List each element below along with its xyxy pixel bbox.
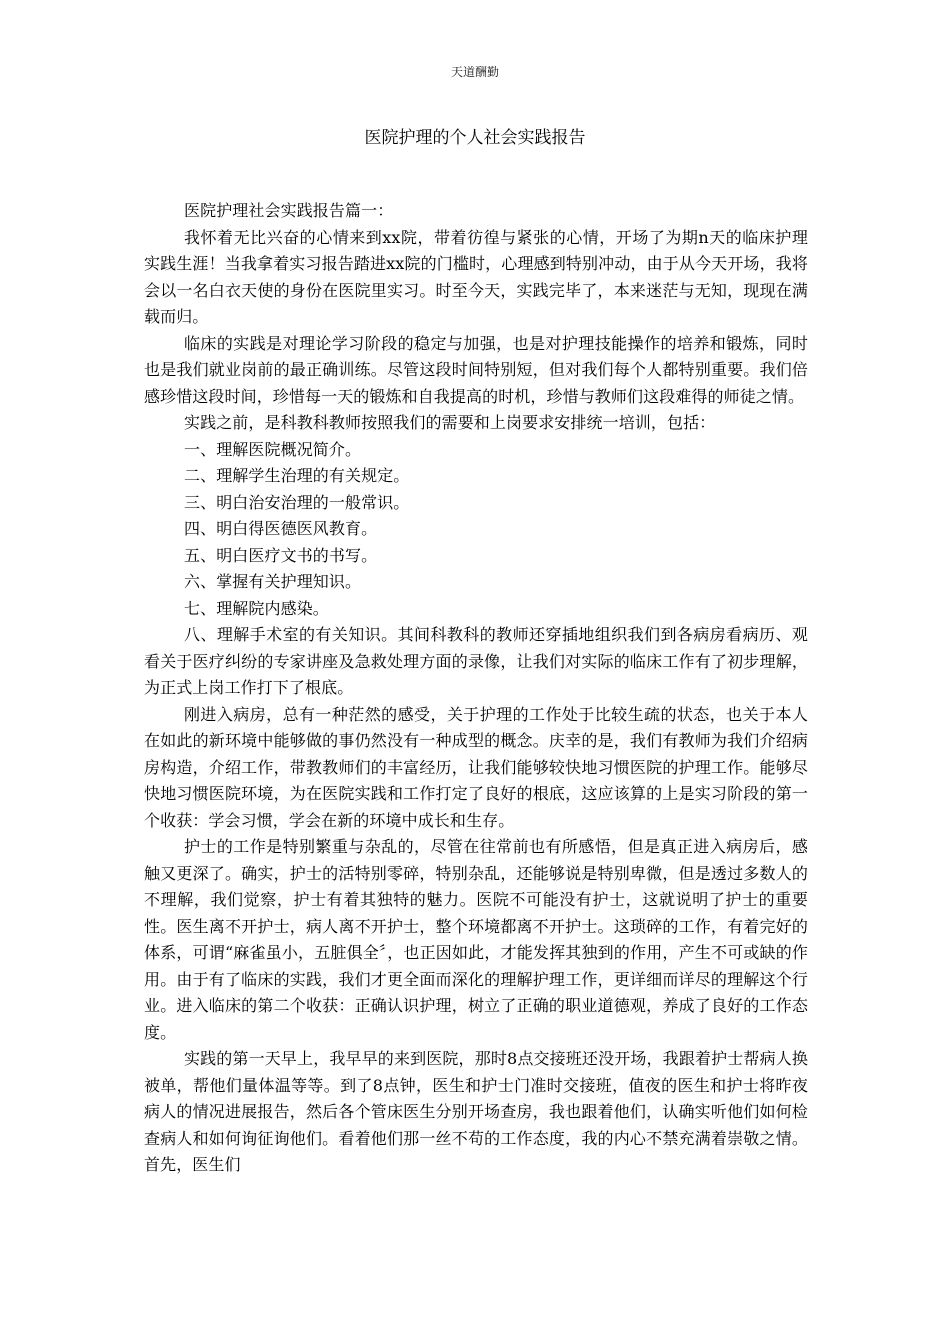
- list-item-7: 七、理解院内感染。: [184, 598, 329, 618]
- list-item-6: 六、掌握有关护理知识。: [184, 572, 362, 591]
- paragraph-5: 刚进入病房，总有一种茫然的感受，关于护理的工作处于比较生疏的状态，也关于本人在如此的新环境中能够做的事仍然没有一种成型的概念。庆幸的是，我们有教师为我们介绍病房构造，介绍工作，带教教师们的丰富经历，让我们能够较快地习惯医院的护理工作。能够尽快地习惯医院环境，为在医院实践和工作打定了良好的根底，这应该算的上是实习阶段的第一个收获：学会习惯，学会在新的环境中成长和生存。: [144, 704, 808, 830]
- paragraph-4: 实践之前，是科教科教师按照我们的需要和上岗要求安排统一培训，包括：: [184, 413, 716, 432]
- list-item-2: 二、理解学生治理的有关规定。: [184, 466, 410, 485]
- list-item-3: 三、明白治安治理的一般常识。: [184, 492, 410, 512]
- page-header: 天道酬勤: [450, 65, 499, 79]
- paragraph-3: 临床的实践是对理论学习阶段的稳定与加强，也是对护理技能操作的培养和锻炼，同时也是我们就业岗前的最正确训练。尽管这段时间特别短，但对我们每个人都特别重要。我们倍感珍惜这段时间，珍惜每一天的锻炼和自我提高的时机，珍惜与教师们这段难得的师徒之情。: [144, 333, 808, 406]
- document-body: [144, 198, 808, 1179]
- paragraph-2: 我怀着无比兴奋的心情来到xx院，带着彷徨与紧张的心情，开场了为期n天的临床护理实践生涯！当我拿着实习报告踏进xx院的门槛时，心理感到特别冲动，由于从今天开场，我将会以一名白衣天使的身份在医院里实习。时至今天，实践完毕了，本来迷茫与无知，现现在满载而归。: [144, 227, 808, 326]
- document-title: 医院护理的个人社会实践报告: [364, 128, 586, 148]
- list-item-5: 五、明白医疗文书的书写。: [184, 545, 378, 565]
- paragraph-1: 医院护理社会实践报告篇一：: [184, 201, 394, 220]
- list-item-4: 四、明白得医德医风教育。: [184, 519, 378, 538]
- paragraph-6: 护士的工作是特别繁重与杂乱的，尽管在往常前也有所感悟，但是真正进入病房后，感触又更深了。确实，护士的活特别零碎，特别杂乱，还能够说是特别卑微，但是透过多数人的不理解，我们觉察，护士有着其独特的魅力。医院不可能没有护士，这就说明了护士的重要性。医生离不开护士，病人离不开护士，整个环境都离不开护士。这琐碎的工作，有着完好的体系，可谓“麻雀虽小，五脏俱全〞，也正因如此，才能发挥其独到的作用，产生不可或缺的作用。由于有了临床的实践，我们才更全面而深化的理解护理工作，更详细而详尽的理解这个行业。进入临床的第二个收获：正确认识护理，树立了正确的职业道德观，养成了良好的工作态度。: [144, 837, 808, 1042]
- paragraph-7: 实践的第一天早上，我早早的来到医院，那时8点交接班还没开场，我跟着护士帮病人换被单，帮他们量体温等等。到了8点钟，医生和护士门准时交接班，值夜的医生和护士将昨夜病人的情况进展报告，然后各个管床医生分别开场查房，我也跟着他们，认确实听他们如何检查病人和如何询征询他们。看着他们那一丝不苟的工作态度，我的内心不禁充满着崇敬之情。首先，医生们: [144, 1049, 808, 1174]
- list-item-1: 一、理解医院概况简介。: [184, 439, 362, 459]
- list-item-8: 八、理解手术室的有关知识。其间科教科的教师还穿插地组织我们到各病房看病历、观看关于医疗纠纷的专家讲座及急救处理方面的录像，让我们对实际的临床工作有了初步理解，为正式上岗工作打下了根底。: [144, 625, 808, 697]
